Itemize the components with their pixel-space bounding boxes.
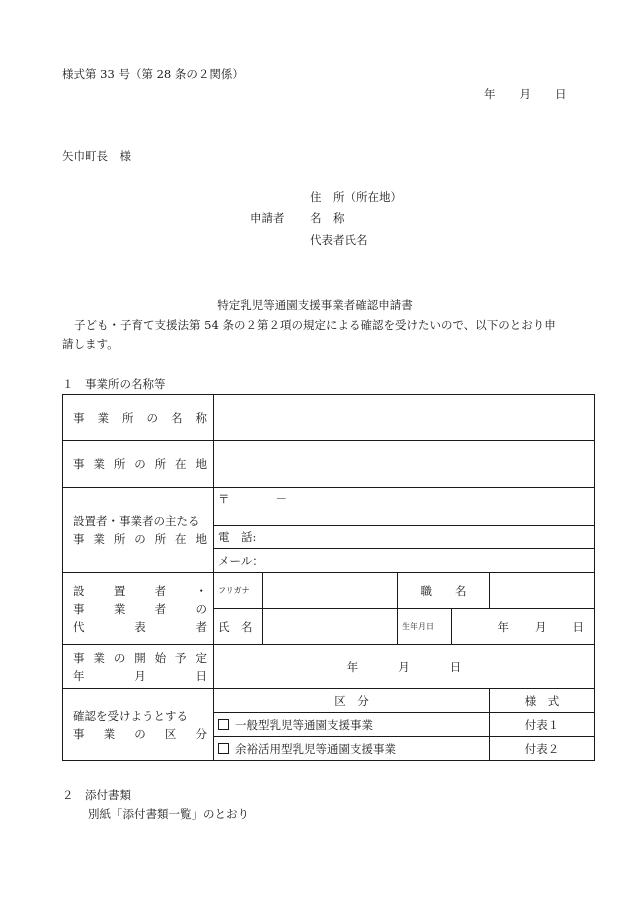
table-row [63, 573, 595, 609]
label-char: の [113, 650, 126, 665]
form-header: 様 式 [490, 689, 595, 713]
facility-address-label [63, 441, 214, 488]
label-char: の [134, 726, 146, 741]
date-year: 年 [484, 87, 496, 101]
label-char: ・ [195, 583, 207, 598]
label-char: 所 [113, 532, 126, 546]
label-char: の [134, 532, 146, 546]
label-char: 者 [154, 601, 167, 616]
label-char: 月 [134, 668, 146, 683]
category-label [63, 689, 214, 761]
label-char: 事 [73, 601, 85, 616]
label-char: 業 [93, 457, 105, 471]
label-char: 日 [195, 668, 207, 683]
facility-name-field[interactable] [214, 395, 595, 441]
label-char: 事 [73, 650, 85, 665]
operator-office-label [63, 488, 214, 573]
label-char: 始 [154, 650, 167, 665]
email-field[interactable]: メール： [214, 549, 595, 573]
date-day: 日 [555, 87, 567, 101]
label-char: 代 [73, 619, 85, 634]
jl-facility-address [73, 455, 207, 473]
label-char: 在 [175, 457, 187, 471]
rep-name-field[interactable] [263, 609, 398, 645]
label-char: 地 [195, 532, 207, 546]
option1-form: 付表１ [490, 713, 595, 737]
label-char: 定 [195, 650, 207, 665]
start-month: 月 [398, 659, 410, 674]
applicant-address: 住 所（所在地） [310, 190, 402, 204]
category-line1: 確認を受けようとする [73, 708, 188, 723]
label-char: 事 [73, 457, 85, 471]
section1-heading: １ 事業所の名称等 [62, 377, 166, 391]
section2-heading: ２ 添付書類 [62, 788, 131, 802]
option1-label: 一般型乳児等通園支援事業 [235, 717, 373, 732]
position-field[interactable] [490, 573, 595, 609]
applicant-label: 申請者 [250, 211, 285, 225]
postal-field[interactable]: 〒 － [214, 488, 595, 526]
label-char: の [146, 410, 158, 425]
table-row [63, 645, 595, 689]
jl-facility-name [73, 409, 207, 427]
section2-body: 別紙「添付書類一覧」のとおり [88, 807, 249, 821]
start-date-field[interactable] [214, 645, 595, 689]
jl-rep2 [73, 600, 207, 618]
label-char: 予 [175, 650, 187, 665]
birth-month: 月 [535, 619, 547, 634]
table-row [63, 488, 595, 526]
label-char: 表 [134, 619, 146, 634]
label-char: 置 [113, 583, 126, 598]
label-char: 業 [93, 650, 105, 665]
label-char: 所 [154, 457, 167, 471]
jl-rep1 [73, 582, 207, 600]
birthdate-field[interactable] [452, 609, 595, 645]
birth-year: 年 [497, 619, 510, 634]
label-char: 者 [195, 619, 207, 634]
category-header: 区 分 [214, 689, 490, 713]
birthdate-label: 生年月日 [398, 609, 452, 645]
label-char: の [195, 601, 207, 616]
table-row [63, 395, 595, 441]
form-id: 様式第 33 号（第 28 条の２関係） [62, 67, 244, 81]
checkbox-icon[interactable] [218, 743, 229, 754]
table-row [63, 689, 595, 713]
label-char: 事 [73, 532, 85, 546]
label-char: 地 [195, 457, 207, 471]
date-month: 月 [519, 87, 531, 101]
label-char: 業 [103, 726, 116, 741]
furigana-field[interactable] [263, 573, 398, 609]
label-char: 在 [175, 532, 187, 546]
label-char: 所 [122, 410, 134, 425]
facility-table [62, 394, 595, 761]
rep-name-label: 氏 名 [214, 609, 263, 645]
option2-form: 付表２ [490, 737, 595, 761]
facility-address-field[interactable] [214, 441, 595, 488]
jl-start2 [73, 667, 207, 685]
label-char: 分 [195, 726, 207, 741]
date-line [484, 86, 567, 102]
jl-category [73, 725, 207, 743]
label-char: 所 [154, 532, 167, 546]
label-char: 名 [171, 410, 183, 425]
facility-name-label [63, 395, 214, 441]
birth-day: 日 [572, 619, 585, 634]
document-title: 特定乳児等通園支援事業者確認申請書 [217, 298, 413, 312]
jl-operator-office [73, 530, 207, 548]
representative-label [63, 573, 214, 645]
label-char: 称 [195, 410, 207, 425]
label-char: の [134, 457, 146, 471]
phone-field[interactable]: 電 話: [214, 526, 595, 549]
checkbox-icon[interactable] [218, 719, 229, 730]
furigana-label: フリガナ [214, 573, 263, 609]
label-char: 開 [134, 650, 146, 665]
label-char: 区 [164, 726, 177, 741]
label-char: 業 [97, 410, 109, 425]
applicant-name: 名 称 [310, 211, 345, 225]
label-char: 設 [73, 583, 85, 598]
label-char: 業 [93, 532, 105, 546]
start-date-label [63, 645, 214, 689]
jl-start1 [73, 649, 207, 667]
label-char: 所 [113, 457, 126, 471]
position-label: 職 名 [398, 573, 490, 609]
start-year: 年 [346, 659, 359, 674]
label-char: 年 [73, 668, 85, 683]
label-char: 事 [73, 726, 85, 741]
table-row [63, 441, 595, 488]
label-char: 事 [73, 410, 85, 425]
option2-label: 余裕活用型乳児等通園支援事業 [235, 741, 396, 756]
label-char: 業 [113, 601, 126, 616]
label-char: 者 [154, 583, 167, 598]
operator-office-line1: 設置者・事業者の主たる [73, 514, 200, 528]
option-general[interactable] [214, 713, 490, 737]
addressee: 矢巾町長 様 [62, 149, 131, 163]
option-surplus[interactable] [214, 737, 490, 761]
start-day: 日 [449, 659, 462, 674]
applicant-representative: 代表者氏名 [310, 233, 368, 247]
statement: 子ども・子育て支援法第 54 条の２第２項の規定による確認を受けたいので、以下のとおり申請します。 [62, 318, 556, 351]
jl-rep3 [73, 618, 207, 636]
